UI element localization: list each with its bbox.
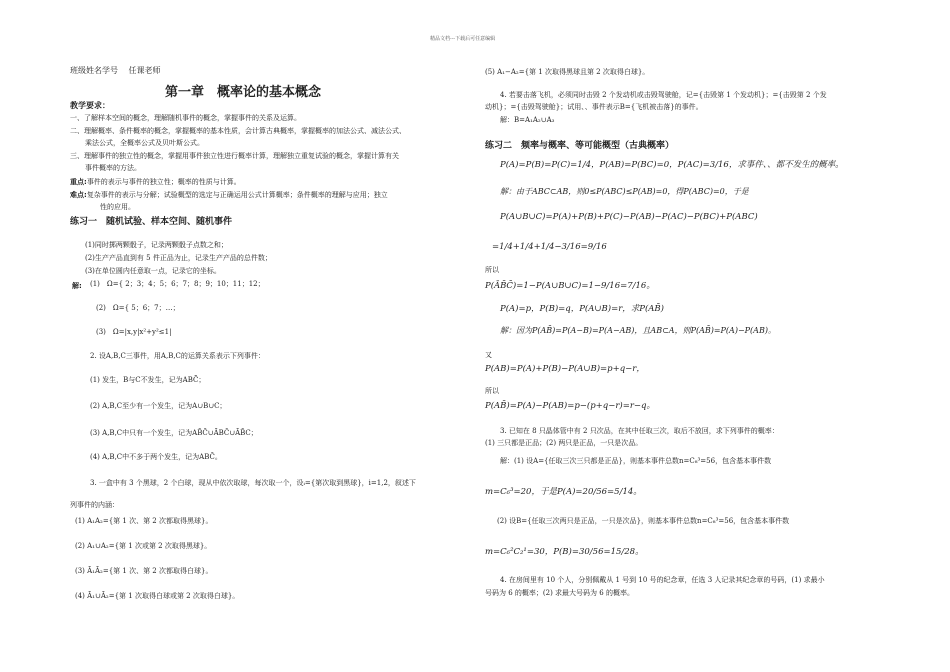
answer-3-part-2: (2) 设B={任取三次两只是正品，一只是次品}，则基本事件总数n=C₈³=56，包含基本事件数 xyxy=(497,517,790,525)
difficult-points-label: 难点: xyxy=(70,191,87,199)
solution-step-g: P(AB̄)=P(A)−P(AB)=p−(p+q−r)=r−q。 xyxy=(485,401,655,411)
question-4-line-2: 动机}；={击毁驾驶舱}；试用、、事件表示B={飞机被击落}的事件。 xyxy=(485,103,703,111)
question-2-item-2: (2) A,B,C至少有一个发生，记为A∪B∪C； xyxy=(90,402,227,410)
solution-step-f: P(AB)=P(A)+P(B)−P(A∪B)=p+q−r， xyxy=(485,364,645,374)
answer-3-part-1-result: m=C₆³=20，于是P(A)=20/56=5/14。 xyxy=(485,487,642,497)
solution-step-a: 解：由于ABC⊂AB，则0≤P(ABC)≤P(AB)=0，得P(ABC)=0，于是 xyxy=(500,187,749,196)
solution-label: 解: xyxy=(72,282,82,290)
exercise-2-title: 练习二 频率与概率、等可能概型（古典概率） xyxy=(485,141,675,151)
page-header: 精品文档---下载后可任意编辑 xyxy=(430,36,496,42)
difficult-points-cont: 性的应用。 xyxy=(100,203,135,211)
question-4-line-1: 4. 若要击落飞机，必须同时击毁 2 个发动机或击毁驾驶舱，记={击毁第 1 个发动机}；={击毁第 2 个发 xyxy=(500,91,827,99)
also-label: 又 xyxy=(485,351,492,359)
question-1-item-3: (3)在单位圆内任意取一点，记录它的坐标。 xyxy=(85,267,221,275)
key-points xyxy=(70,177,241,187)
exercise-1-title: 练习一 随机试验、样本空间、随机事件 xyxy=(70,217,233,227)
question-1-item-2: (2)生产产品直到有 5 件正品为止，记录生产产品的总件数； xyxy=(85,254,272,262)
question-3-line-1: 3. 一盒中有 3 个黑球，2 个白球，现从中依次取球，每次取一个，设ᵢ={第次取到黑球}，i=1,2，叙述下 xyxy=(90,479,416,487)
requirement-3b: 事件概率的方法。 xyxy=(85,164,141,172)
question-1-item-1: (1)同时掷两颗骰子，记录两颗骰子点数之和； xyxy=(85,241,228,249)
difficult-points-text: 复杂事件的表示与分解；试验概型的选定与正确运用公式计算概率；条件概率的理解与应用；独立 xyxy=(86,191,388,199)
class-info-line: 班级姓名学号 任课老师 xyxy=(70,66,161,75)
so-label-1: 所以 xyxy=(485,266,499,274)
key-points-text: 事件的表示与事件的独立性；概率的性质与计算。 xyxy=(86,178,241,186)
requirements-heading: 教学要求： xyxy=(70,101,110,110)
question-3-item-2: (2) A₁∪A₂={第 1 次或第 2 次取得黑球}。 xyxy=(75,542,212,550)
requirement-2a: 二、理解概率、条件概率的概念，掌握概率的基本性质，会计算古典概率，掌握概率的加法公式、减法公式、 xyxy=(70,127,406,135)
question-4b-line-1: 4. 在房间里有 10 个人，分别佩戴从 1 号到 10 号的纪念章，任选 3 人记录其纪念章的号码，(1) 求最小 xyxy=(500,576,825,584)
question-3-item-1: (1) A₁A₂={第 1 次、第 2 次都取得黑球}。 xyxy=(75,517,213,525)
probability-question-2: P(A)=p，P(B)=q，P(A∪B)=r，求P(AB̄) xyxy=(500,304,664,314)
answer-1-3: (3) Ω=|x,y|x²+y²≤1| xyxy=(96,328,172,336)
chapter-title: 第一章 概率论的基本概念 xyxy=(165,85,322,100)
question-2-item-3: (3) A,B,C中只有一个发生，记为AB̄C̄∪ĀBC̄∪ĀB̄C； xyxy=(90,429,258,437)
key-points-label: 重点: xyxy=(70,178,87,186)
requirement-2b: 乘法公式，全概率公式及贝叶斯公式。 xyxy=(85,139,204,147)
question-4b-line-2: 号码为 6 的概率；(2) 求最大号码为 6 的概率。 xyxy=(485,589,634,597)
answer-1-2: (2) Ω={ 5；6；7；…； xyxy=(96,304,180,312)
question-3-item-5: (5) A₁−A₂={第 1 次取得黑球且第 2 次取得白球}。 xyxy=(485,68,650,76)
difficult-points xyxy=(70,190,388,200)
answer-1-1: (1) Ω={ 2；3；4；5；6；7；8；9；10；11；12； xyxy=(90,280,265,288)
solution-step-e: 解：因为P(AB̄)=P(A−B)=P(A−AB)，且AB⊂A，则P(AB̄)=P(A)−P(AB)。 xyxy=(500,326,776,335)
question-3-parts: (1) 三只都是正品；(2) 两只是正品，一只是次品。 xyxy=(485,439,643,447)
answer-4: 解：B=A₁A₂∪A₃ xyxy=(500,116,555,124)
solution-step-b: P(A∪B∪C)=P(A)+P(B)+P(C)−P(AB)−P(AC)−P(BC)+P(ABC) xyxy=(500,212,758,222)
question-3-item-4: (4) Ā₁∪Ā₂={第 1 次取得白球或第 2 次取得白球}。 xyxy=(75,592,240,600)
question-2: 2. 设A,B,C三事件，用A,B,C的运算关系表示下列事件： xyxy=(90,352,265,360)
so-label-2: 所以 xyxy=(485,387,499,395)
requirement-1: 一、了解样本空间的概念，理解随机事件的概念，掌握事件的关系及运算。 xyxy=(70,114,301,122)
question-3-text: 3. 已知在 8 只晶体管中有 2 只次品，在其中任取三次，取后不放回，求下列事件的概率： xyxy=(500,427,779,435)
solution-step-d: P(ĀB̄C̄)=1−P(A∪B∪C)=1−9/16=7/16。 xyxy=(485,281,655,291)
solution-step-c: =1/4+1/4+1/4−3/16=9/16 xyxy=(492,242,607,252)
question-3-line-2: 列事件的内涵： xyxy=(70,501,119,509)
probability-given: P(A)=P(B)=P(C)=1/4，P(AB)=P(BC)=0，P(AC)=3/16，求事件、、都不发生的概率。 xyxy=(500,160,844,170)
question-2-item-1: (1) 发生，B与C不发生，记为ABC̄̄； xyxy=(90,376,206,384)
requirement-3a: 三、理解事件的独立性的概念，掌握用事件独立性进行概率计算，理解独立重复试验的概念，掌握计算有关 xyxy=(70,152,399,160)
question-2-item-4: (4) A,B,C中不多于两个发生，记为ABC̄。 xyxy=(90,453,222,461)
question-3-item-3: (3) Ā₁Ā₂={第 1 次、第 2 次都取得白球}。 xyxy=(75,567,213,575)
answer-3-part-2-result: m=C₆²C₂¹=30，P(B)=30/56=15/28。 xyxy=(485,547,644,557)
answer-3-part-1: 解：(1) 设A={任取三次三只都是正品}，则基本事件总数n=C₈³=56，包含基本事件数 xyxy=(500,457,772,465)
